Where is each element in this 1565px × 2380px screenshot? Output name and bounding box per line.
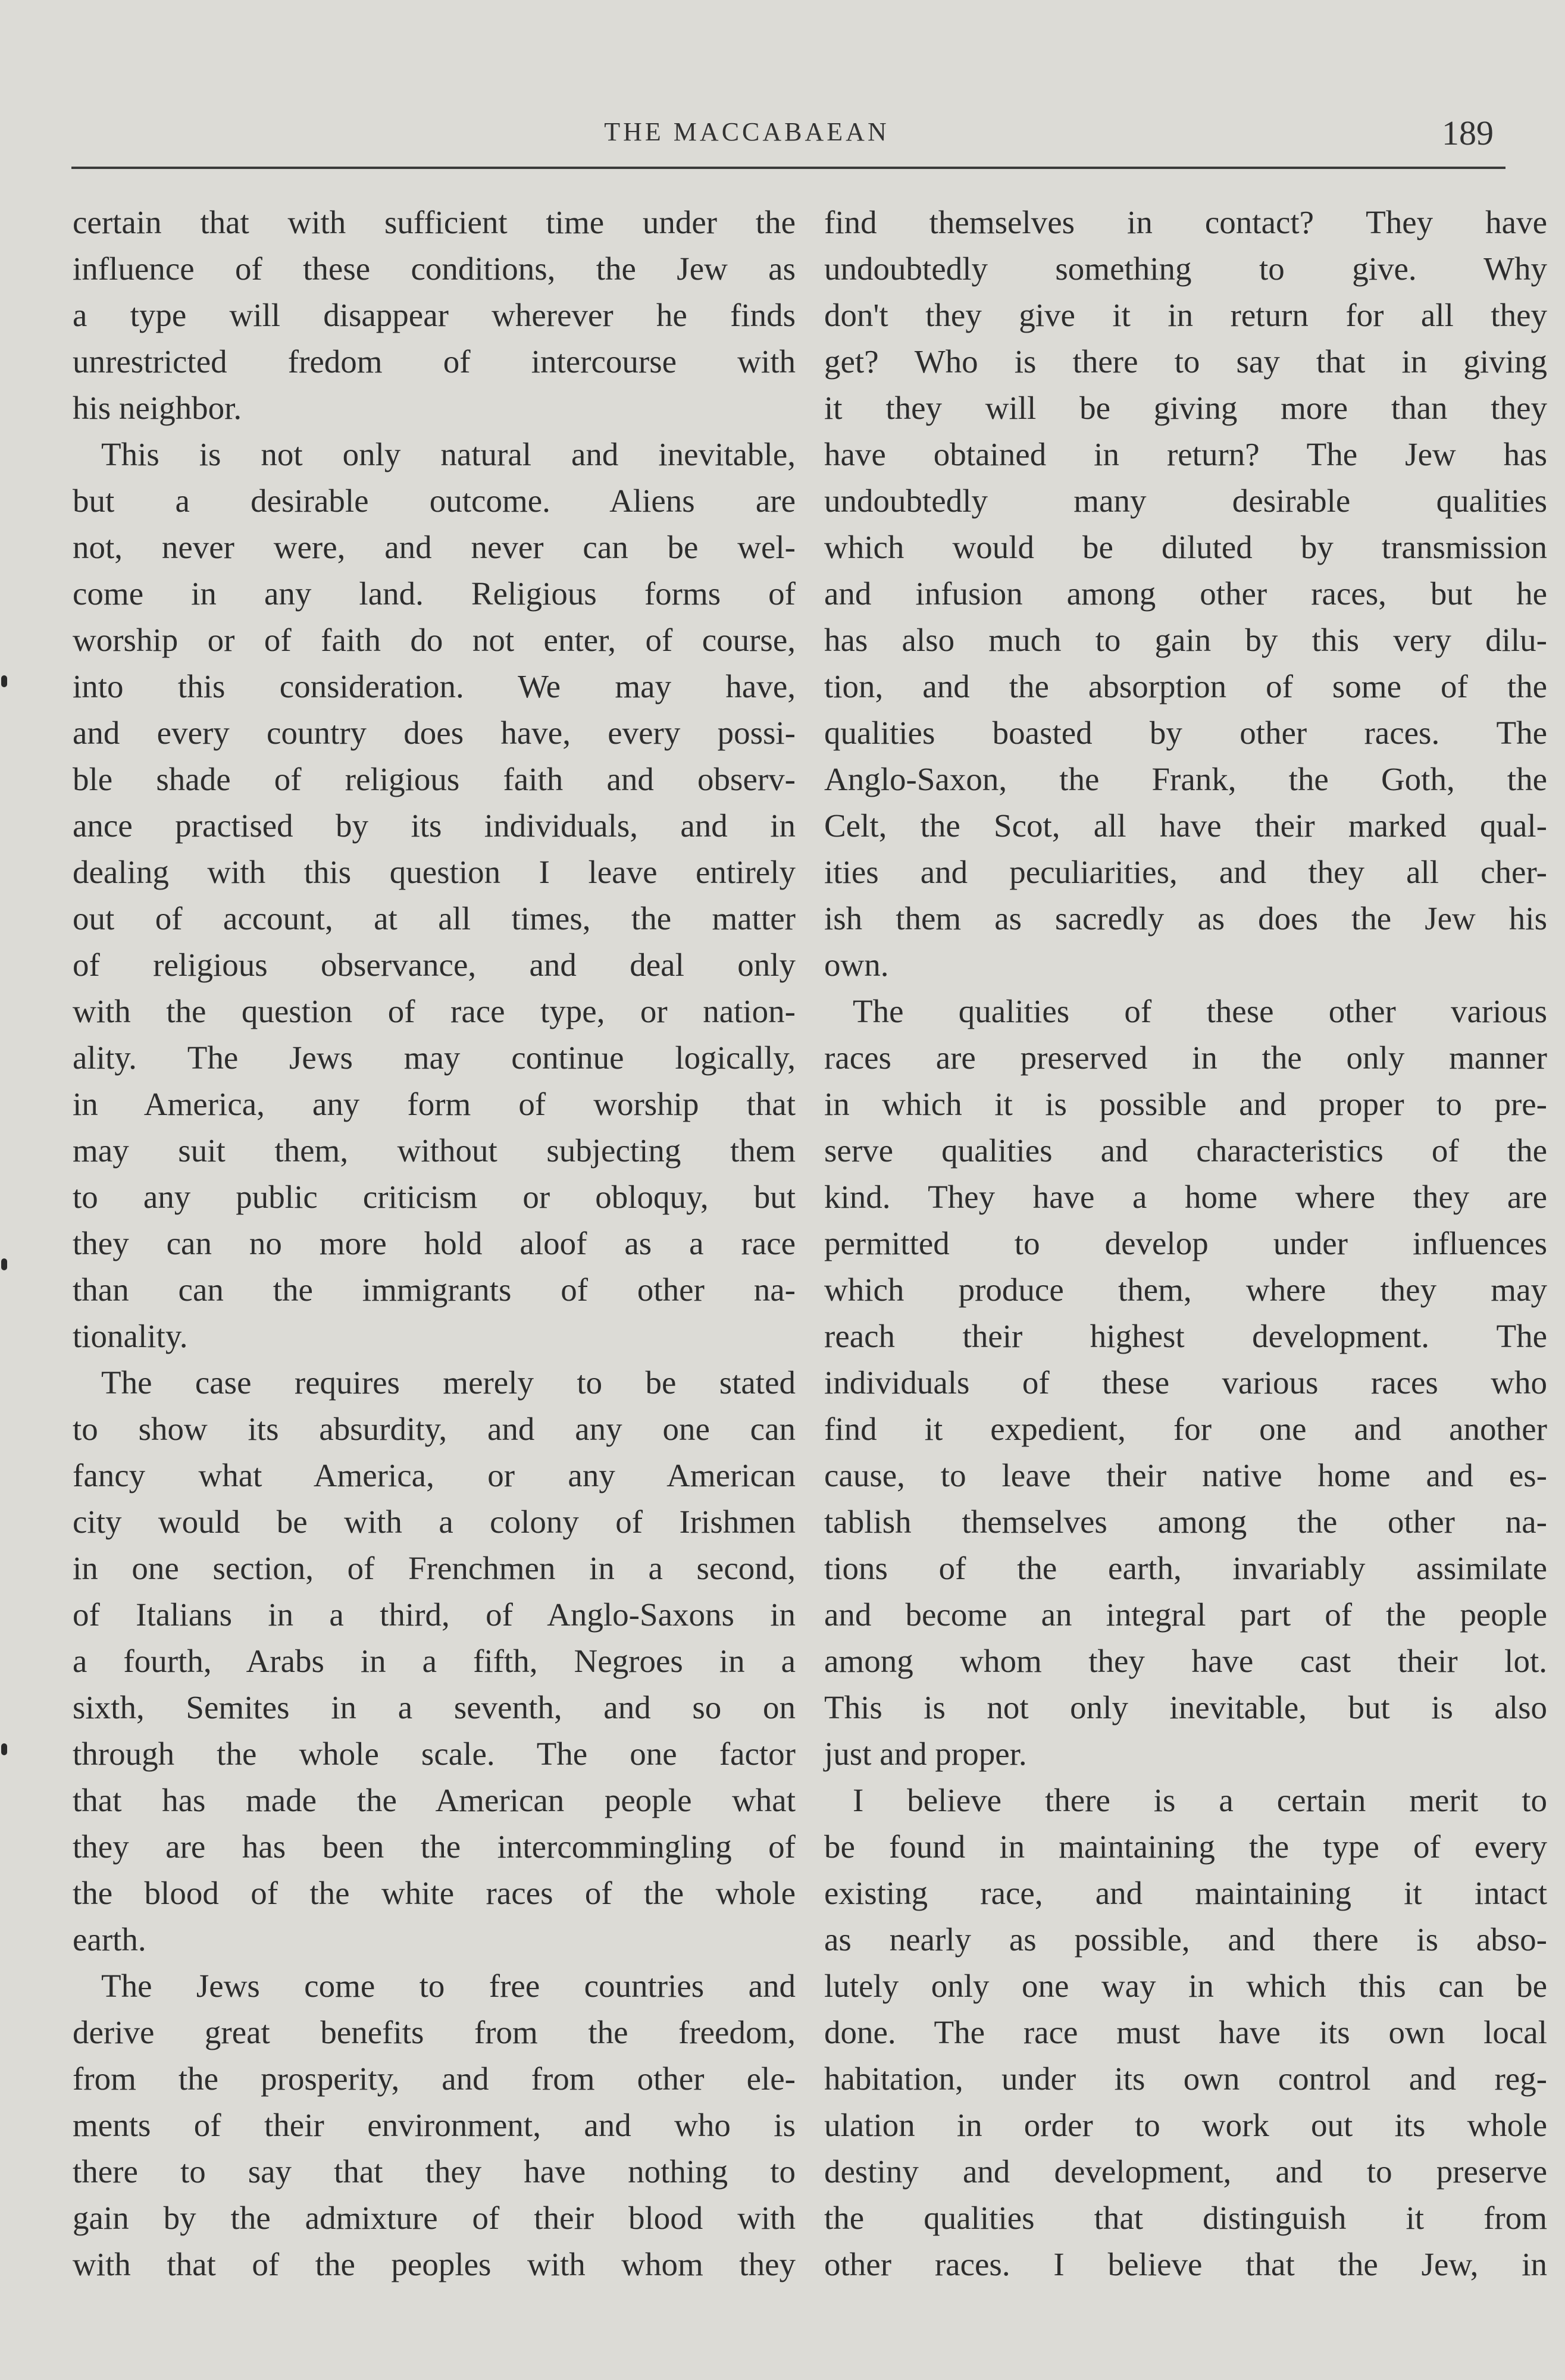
margin-mark xyxy=(1,675,7,687)
text-line: ance practised by its individuals, and in xyxy=(73,807,796,844)
text-line: dealing with this question I leave entirely xyxy=(73,854,796,890)
text-line: just and proper. xyxy=(824,1736,1027,1772)
text-line: The qualities of these other various xyxy=(853,993,1547,1029)
text-line: ities and peculiarities, and they all cher- xyxy=(824,854,1547,890)
text-line: of Italians in a third, of Anglo-Saxons in xyxy=(73,1596,796,1633)
text-line: The case requires merely to be stated xyxy=(101,1364,796,1401)
text-line: cause, to leave their native home and es- xyxy=(824,1457,1547,1493)
text-line: I believe there is a certain merit to xyxy=(853,1782,1547,1818)
text-line: done. The race must have its own local xyxy=(824,2014,1547,2050)
text-line: in which it is possible and proper to pre- xyxy=(824,1086,1547,1122)
text-line: ments of their environment, and who is xyxy=(73,2107,796,2143)
text-line: city would be with a colony of Irishmen xyxy=(73,1504,796,1540)
text-line: his neighbor. xyxy=(73,390,242,426)
text-line: a fourth, Arabs in a fifth, Negroes in a xyxy=(73,1643,796,1679)
text-line: the blood of the white races of the whole xyxy=(73,1875,796,1911)
text-line: unrestricted fredom of intercourse with xyxy=(73,343,796,380)
text-line: undoubtedly many desirable qualities xyxy=(824,483,1547,519)
text-line: ality. The Jews may continue logically, xyxy=(73,1039,796,1076)
text-line: not, never were, and never can be wel- xyxy=(73,529,796,565)
text-line: ble shade of religious faith and observ- xyxy=(73,761,796,797)
text-line: and every country does have, every possi- xyxy=(73,715,796,751)
text-line: undoubtedly something to give. Why xyxy=(824,250,1547,287)
text-line: own. xyxy=(824,947,889,983)
text-line: in America, any form of worship that xyxy=(73,1086,796,1122)
text-line: tion, and the absorption of some of the xyxy=(824,668,1547,704)
text-line: sixth, Semites in a seventh, and so on xyxy=(73,1689,796,1726)
text-line: Celt, the Scot, all have their marked qual- xyxy=(824,807,1547,844)
right-column xyxy=(824,199,1547,2288)
text-line: with the question of race type, or nation- xyxy=(73,993,796,1029)
text-line: permitted to develop under influences xyxy=(824,1225,1547,1261)
text-line: have obtained in return? The Jew has xyxy=(824,436,1547,472)
text-line: find it expedient, for one and another xyxy=(824,1411,1547,1447)
text-line: than can the immigrants of other na- xyxy=(73,1272,796,1308)
text-line: find themselves in contact? They have xyxy=(824,204,1547,240)
text-line: that has made the American people what xyxy=(73,1782,796,1818)
text-line: individuals of these various races who xyxy=(824,1364,1547,1401)
text-line: there to say that they have nothing to xyxy=(73,2153,796,2190)
text-line: through the whole scale. The one factor xyxy=(73,1736,796,1772)
text-line: which would be diluted by transmission xyxy=(824,529,1547,565)
text-line: tionality. xyxy=(73,1318,188,1354)
text-line: of religious observance, and deal only xyxy=(73,947,796,983)
text-line: which produce them, where they may xyxy=(824,1272,1547,1308)
text-line: as nearly as possible, and there is abso- xyxy=(824,1921,1547,1958)
margin-mark xyxy=(1,1743,7,1755)
text-line: ish them as sacredly as does the Jew his xyxy=(824,900,1547,937)
text-line: earth. xyxy=(73,1921,146,1958)
text-line: it they will be giving more than they xyxy=(824,390,1547,426)
text-line: other races. I believe that the Jew, in xyxy=(824,2246,1547,2282)
text-line: may suit them, without subjecting them xyxy=(73,1132,796,1169)
text-line: destiny and development, and to preserve xyxy=(824,2153,1547,2190)
text-line: with that of the peoples with whom they xyxy=(73,2246,796,2282)
left-column xyxy=(73,199,796,2288)
text-line: The Jews come to free countries and xyxy=(101,1968,796,2004)
text-line: existing race, and maintaining it intact xyxy=(824,1875,1547,1911)
text-line: in one section, of Frenchmen in a second, xyxy=(73,1550,796,1586)
text-line: qualities boasted by other races. The xyxy=(824,715,1547,751)
text-line: to show its absurdity, and any one can xyxy=(73,1411,796,1447)
text-line: Anglo-Saxon, the Frank, the Goth, the xyxy=(824,761,1547,797)
text-line: get? Who is there to say that in giving xyxy=(824,343,1547,380)
text-line: be found in maintaining the type of every xyxy=(824,1828,1547,1865)
text-line: don't they give it in return for all they xyxy=(824,297,1547,333)
text-line: out of account, at all times, the matter xyxy=(73,900,796,937)
text-line: reach their highest development. The xyxy=(824,1318,1547,1354)
text-line: to any public criticism or obloquy, but xyxy=(73,1179,796,1215)
text-line: kind. They have a home where they are xyxy=(824,1179,1547,1215)
text-line: and infusion among other races, but he xyxy=(824,575,1547,612)
running-head xyxy=(71,113,1505,169)
text-line: from the prosperity, and from other ele- xyxy=(73,2060,796,2097)
text-line: has also much to gain by this very dilu- xyxy=(824,622,1547,658)
text-line: This is not only inevitable, but is also xyxy=(824,1689,1547,1726)
text-line: among whom they have cast their lot. xyxy=(824,1643,1547,1679)
text-line: habitation, under its own control and reg- xyxy=(824,2060,1547,2097)
page-number: 189 xyxy=(1442,114,1494,152)
text-line: gain by the admixture of their blood with xyxy=(73,2200,796,2236)
text-line: lutely only one way in which this can be xyxy=(824,1968,1547,2004)
text-line: This is not only natural and inevitable, xyxy=(101,436,796,472)
text-line: ulation in order to work out its whole xyxy=(824,2107,1547,2143)
text-line: worship or of faith do not enter, of course, xyxy=(73,622,796,658)
text-line: the qualities that distinguish it from xyxy=(824,2200,1547,2236)
text-line: they can no more hold aloof as a race xyxy=(73,1225,796,1261)
text-line: races are preserved in the only manner xyxy=(824,1039,1547,1076)
text-line: fancy what America, or any American xyxy=(73,1457,796,1493)
text-line: and become an integral part of the people xyxy=(824,1596,1547,1633)
text-line: tions of the earth, invariably assimilate xyxy=(824,1550,1547,1586)
text-line: derive great benefits from the freedom, xyxy=(73,2014,796,2050)
text-line: a type will disappear wherever he finds xyxy=(73,297,796,333)
text-line: influence of these conditions, the Jew as xyxy=(73,250,796,287)
text-line: into this consideration. We may have, xyxy=(73,668,796,704)
margin-mark xyxy=(1,1258,7,1270)
text-line: come in any land. Religious forms of xyxy=(73,575,796,612)
text-line: serve qualities and characteristics of the xyxy=(824,1132,1547,1169)
text-line: certain that with sufficient time under the xyxy=(73,204,796,240)
text-line: they are has been the intercommingling of xyxy=(73,1828,796,1865)
text-line: tablish themselves among the other na- xyxy=(824,1504,1547,1540)
text-line: but a desirable outcome. Aliens are xyxy=(73,483,796,519)
running-title: THE MACCABAEAN xyxy=(604,117,890,146)
